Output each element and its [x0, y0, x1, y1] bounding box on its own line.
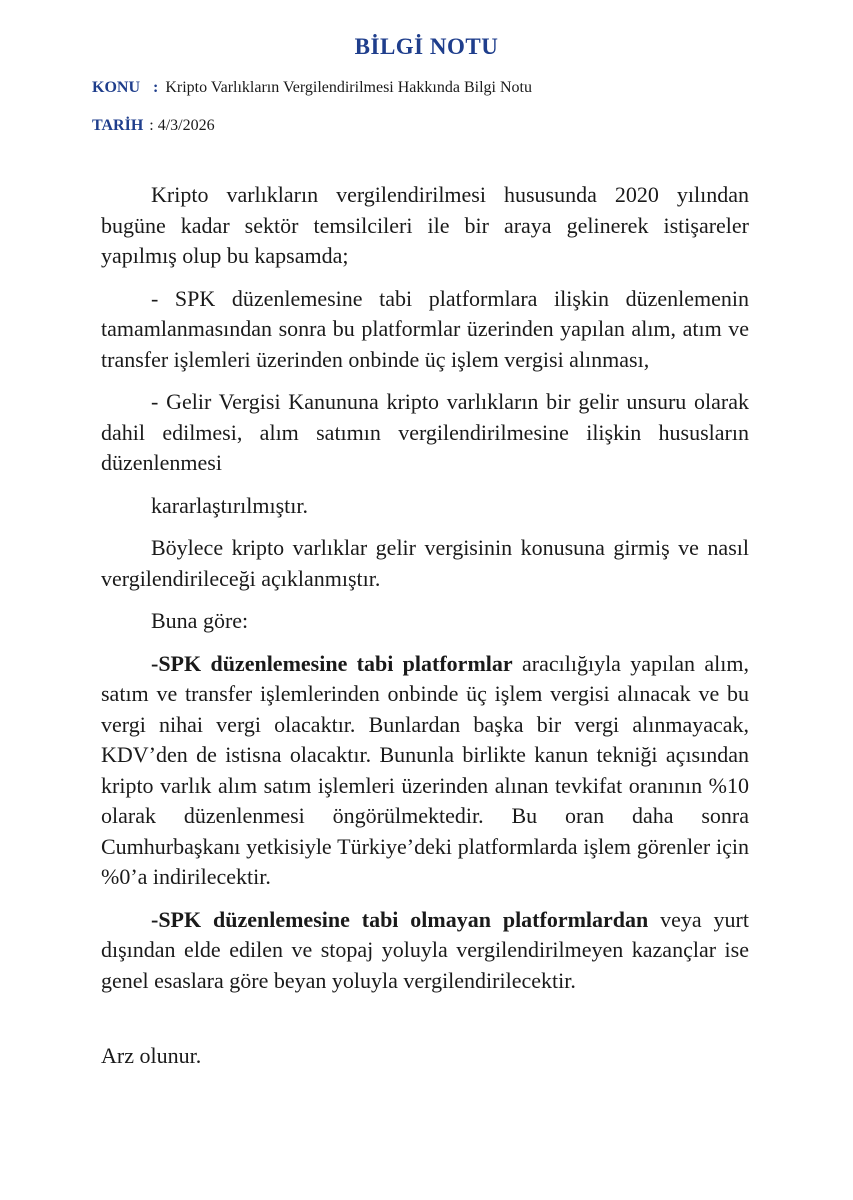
paragraph-decided: kararlaştırılmıştır. [151, 492, 309, 518]
paragraph-unregulated-platforms-text: veya yurt dışından elde edilen ve stopaj yoluyla vergilendirilmeyen kazançlar ise genel esaslara göre beyan yoluyla vergilendirilecektir. [101, 906, 749, 993]
subject-label: KONU [92, 79, 140, 96]
paragraph-intro: Kripto varlıkların vergilendirilmesi hususunda 2020 yılından bugüne kadar sektör temsilcileri ile bir araya gelinerek istişareler yapılmış olup bu kapsamda; [101, 182, 749, 268]
date-value: : 4/3/2026 [149, 117, 215, 134]
paragraph-unregulated-platforms-bold: -SPK düzenlemesine tabi olmayan platformlardan [151, 906, 649, 932]
paragraph-unregulated-platforms [101, 905, 749, 997]
paragraph-item-spk-platforms: - SPK düzenlemesine tabi platformlara ilişkin düzenlemenin tamamlanmasından sonra bu platformlar üzerinden yapılan alım, atım ve transfer işlemleri üzerinden onbinde üç işlem vergisi alınması, [101, 285, 749, 372]
subject-row [92, 78, 532, 98]
paragraph-accordingly: Buna göre: [151, 608, 249, 633]
closing-line: Arz olunur. [101, 1043, 202, 1068]
paragraph-regulated-platforms-text: aracılığıyla yapılan alım, satım ve transfer işlemlerinden onbinde üç işlem vergisi alınacak ve bu vergi nihai vergi olacaktır. Bunlardan başka bir vergi alınmayacak, KDV’den de istisna olacaktır. Bununla birlikte kanun tekniği açısından kripto varlık alım satım işlemleri üzerinden alınan tevkifat oranının %10 olarak düzenlenmesi öngörülmektedir. Bu oran daha sonra Cumhurbaşkanı yetkisiyle Türkiye’deki platformlarda işlem görenler için %0’a indirilecektir. [101, 650, 749, 889]
paragraph-regulated-platforms-bold: -SPK düzenlemesine tabi platformlar [151, 650, 513, 676]
paragraph-item-income-tax: - Gelir Vergisi Kanununa kripto varlıkların bir gelir unsuru olarak dahil edilmesi, alım satımın vergilendirilmesine ilişkin hususların düzenlenmesi [101, 389, 749, 475]
document-body [101, 180, 749, 1084]
paragraph-regulated-platforms [101, 649, 749, 893]
subject-colon: : [153, 79, 159, 96]
date-label: TARİH [92, 117, 144, 134]
date-row [92, 113, 215, 136]
document-title: BİLGİ NOTU [354, 34, 499, 59]
subject-value: Kripto Varlıkların Vergilendirilmesi Hakkında Bilgi Notu [165, 79, 532, 96]
paragraph-thus: Böylece kripto varlıklar gelir vergisinin konusuna girmiş ve nasıl vergilendirileceği açıklanmıştır. [101, 535, 749, 591]
